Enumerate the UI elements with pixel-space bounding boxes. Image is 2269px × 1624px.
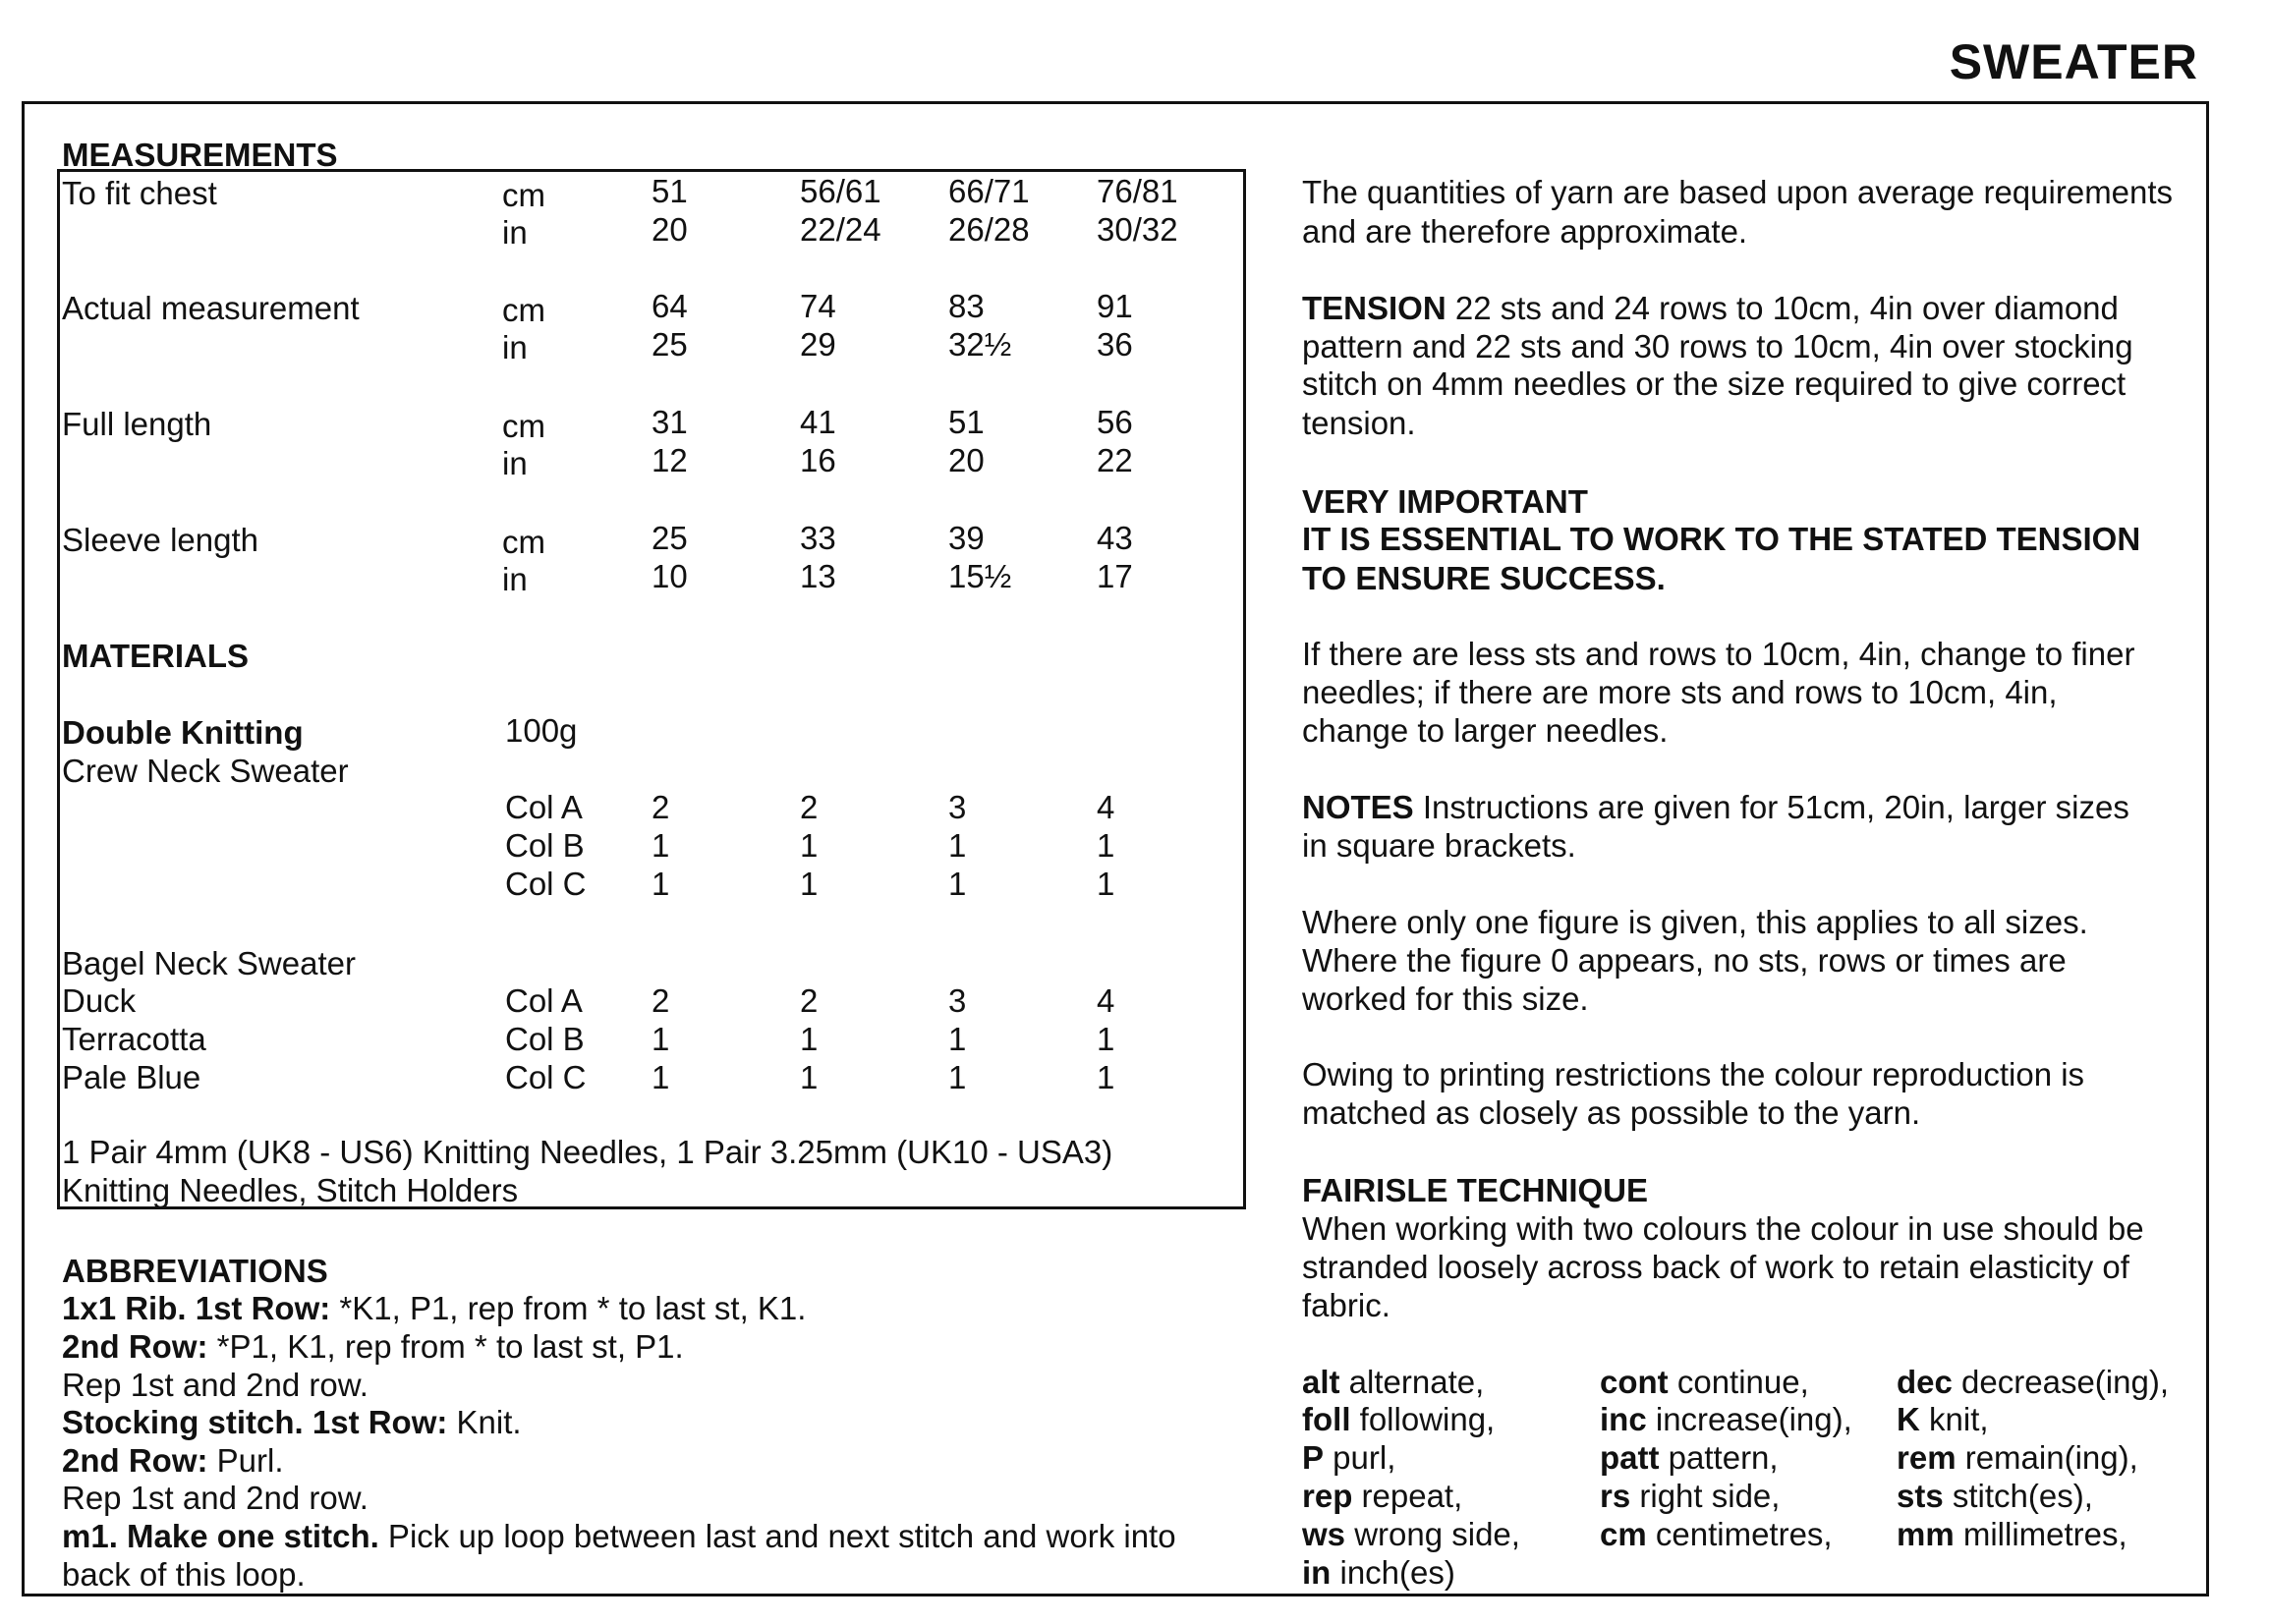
unit-in: in xyxy=(502,214,528,251)
rib-row-1: 1x1 Rib. 1st Row: *K1, P1, rep from * to last st, K1. xyxy=(62,1290,807,1326)
ball-count: 1 xyxy=(948,1059,967,1095)
ball-count: 3 xyxy=(948,982,967,1019)
glossary-entry: alt alternate, xyxy=(1302,1364,1485,1400)
measurement-value-cm: 83 xyxy=(948,288,985,324)
measurement-value-in: 13 xyxy=(800,558,836,594)
colour-code: Col C xyxy=(505,866,587,902)
ball-count: 2 xyxy=(800,789,819,825)
tension-line-2: pattern and 22 sts and 30 rows to 10cm, 4in over stocking xyxy=(1302,328,2133,364)
colour-code: Col C xyxy=(505,1059,587,1095)
measurement-value-in: 16 xyxy=(800,442,836,478)
measurement-value-in: 22 xyxy=(1097,442,1133,478)
glossary-entry: dec decrease(ing), xyxy=(1897,1364,2169,1400)
ball-count: 2 xyxy=(800,982,819,1019)
figures-line-1: Where only one figure is given, this applies to all sizes. xyxy=(1302,904,2088,940)
measurement-value-cm: 91 xyxy=(1097,288,1133,324)
measurement-value-cm: 51 xyxy=(948,404,985,440)
colour-code: Col A xyxy=(505,982,583,1019)
ball-count: 1 xyxy=(1097,1059,1115,1095)
measurements-heading: MEASUREMENTS xyxy=(62,137,338,173)
very-important-line-1: IT IS ESSENTIAL TO WORK TO THE STATED TENSION xyxy=(1302,521,2141,557)
m1-definition-cont: back of this loop. xyxy=(62,1556,306,1593)
unit-in: in xyxy=(502,561,528,597)
ball-count: 1 xyxy=(652,866,670,902)
ball-count: 1 xyxy=(800,866,819,902)
glossary-entry: mm millimetres, xyxy=(1897,1516,2127,1552)
unit-in: in xyxy=(502,445,528,481)
ball-count: 1 xyxy=(800,827,819,864)
measurement-value-cm: 43 xyxy=(1097,520,1133,556)
glossary-entry: sts stitch(es), xyxy=(1897,1478,2093,1514)
ball-count: 1 xyxy=(948,1021,967,1057)
rib-row-2: 2nd Row: *P1, K1, rep from * to last st, P1. xyxy=(62,1328,684,1365)
ball-count: 3 xyxy=(948,789,967,825)
tension-line-3: stitch on 4mm needles or the size required to give correct xyxy=(1302,365,2127,402)
fairisle-line-2: stranded loosely across back of work to retain elasticity of xyxy=(1302,1249,2129,1285)
materials-heading: MATERIALS xyxy=(62,638,250,674)
measurement-value-in: 29 xyxy=(800,326,836,363)
measurement-value-cm: 56 xyxy=(1097,404,1133,440)
ball-count: 1 xyxy=(652,1059,670,1095)
yarn-type: Double Knitting xyxy=(62,714,304,751)
fairisle-line-1: When working with two colours the colour in use should be xyxy=(1302,1210,2144,1247)
measurement-value-cm: 64 xyxy=(652,288,688,324)
page-title: SWEATER xyxy=(1949,34,2198,89)
measurement-value-in: 20 xyxy=(652,211,688,248)
ball-count: 4 xyxy=(1097,982,1115,1019)
glossary-entry: rem remain(ing), xyxy=(1897,1439,2138,1476)
crew-neck-title: Crew Neck Sweater xyxy=(62,753,349,789)
measurement-value-in: 17 xyxy=(1097,558,1133,594)
tension-line-1: TENSION 22 sts and 24 rows to 10cm, 4in over diamond xyxy=(1302,290,2119,326)
measurement-value-cm: 33 xyxy=(800,520,836,556)
glossary-entry: K knit, xyxy=(1897,1401,1989,1437)
measurement-value-cm: 41 xyxy=(800,404,836,440)
colour-note-1: Owing to printing restrictions the colour reproduction is xyxy=(1302,1056,2085,1092)
measurement-value-in: 20 xyxy=(948,442,985,478)
glossary-entry: foll following, xyxy=(1302,1401,1496,1437)
ball-count: 1 xyxy=(800,1059,819,1095)
fairisle-heading: FAIRISLE TECHNIQUE xyxy=(1302,1172,1649,1208)
unit-cm: cm xyxy=(502,292,545,328)
unit-cm: cm xyxy=(502,408,545,444)
measurement-label: To fit chest xyxy=(62,175,217,211)
unit-cm: cm xyxy=(502,177,545,213)
tension-advice-3: change to larger needles. xyxy=(1302,712,1669,749)
notes-line-1: NOTES Instructions are given for 51cm, 20in, larger sizes xyxy=(1302,789,2129,825)
measurement-value-cm: 74 xyxy=(800,288,836,324)
very-important-heading: VERY IMPORTANT xyxy=(1302,483,1588,520)
measurement-value-in: 25 xyxy=(652,326,688,363)
glossary-entry: cont continue, xyxy=(1600,1364,1809,1400)
colour-code: Col B xyxy=(505,827,585,864)
notes-line-2: in square brackets. xyxy=(1302,827,1576,864)
colour-name: Pale Blue xyxy=(62,1059,201,1095)
ball-count: 1 xyxy=(948,827,967,864)
ball-count: 1 xyxy=(800,1021,819,1057)
figures-line-3: worked for this size. xyxy=(1302,980,1589,1017)
measurement-value-cm: 56/61 xyxy=(800,173,881,209)
ball-count: 1 xyxy=(948,866,967,902)
very-important-line-2: TO ENSURE SUCCESS. xyxy=(1302,560,1666,596)
abbreviations-heading: ABBREVIATIONS xyxy=(62,1253,328,1289)
measurement-value-cm: 39 xyxy=(948,520,985,556)
measurement-label: Full length xyxy=(62,406,212,442)
glossary-entry: cm centimetres, xyxy=(1600,1516,1833,1552)
stocking-row-1: Stocking stitch. 1st Row: Knit. xyxy=(62,1404,522,1440)
rib-repeat: Rep 1st and 2nd row. xyxy=(62,1367,369,1403)
measurement-value-in: 26/28 xyxy=(948,211,1030,248)
fairisle-line-3: fabric. xyxy=(1302,1287,1390,1323)
yarn-weight: 100g xyxy=(505,712,578,749)
colour-code: Col A xyxy=(505,789,583,825)
measurement-value-in: 22/24 xyxy=(800,211,881,248)
colour-note-2: matched as closely as possible to the yarn. xyxy=(1302,1094,1921,1131)
ball-count: 1 xyxy=(1097,1021,1115,1057)
measurement-value-in: 12 xyxy=(652,442,688,478)
measurement-value-cm: 25 xyxy=(652,520,688,556)
ball-count: 1 xyxy=(1097,827,1115,864)
ball-count: 2 xyxy=(652,789,670,825)
measurement-value-in: 30/32 xyxy=(1097,211,1178,248)
unit-in: in xyxy=(502,329,528,365)
unit-cm: cm xyxy=(502,524,545,560)
m1-definition: m1. Make one stitch. Pick up loop between last and next stitch and work into xyxy=(62,1518,1176,1554)
figures-line-2: Where the figure 0 appears, no sts, rows or times are xyxy=(1302,942,2067,979)
ball-count: 1 xyxy=(652,1021,670,1057)
bagel-neck-title: Bagel Neck Sweater xyxy=(62,945,356,981)
glossary-entry: rep repeat, xyxy=(1302,1478,1463,1514)
ball-count: 2 xyxy=(652,982,670,1019)
tension-line-4: tension. xyxy=(1302,405,1416,441)
measurement-value-cm: 66/71 xyxy=(948,173,1030,209)
glossary-entry: patt pattern, xyxy=(1600,1439,1779,1476)
tension-advice-2: needles; if there are more sts and rows to 10cm, 4in, xyxy=(1302,674,2058,710)
measurement-value-in: 32½ xyxy=(948,326,1012,363)
glossary-entry: rs right side, xyxy=(1600,1478,1781,1514)
measurement-value-cm: 51 xyxy=(652,173,688,209)
ball-count: 1 xyxy=(652,827,670,864)
needles-line-2: Knitting Needles, Stitch Holders xyxy=(62,1172,519,1208)
glossary-entry: ws wrong side, xyxy=(1302,1516,1520,1552)
measurement-value-in: 15½ xyxy=(948,558,1012,594)
measurement-value-in: 36 xyxy=(1097,326,1133,363)
ball-count: 4 xyxy=(1097,789,1115,825)
stocking-repeat: Rep 1st and 2nd row. xyxy=(62,1480,369,1516)
needles-line-1: 1 Pair 4mm (UK8 - US6) Knitting Needles, 1 Pair 3.25mm (UK10 - USA3) xyxy=(62,1134,1113,1170)
colour-name: Duck xyxy=(62,982,137,1019)
measurement-value-in: 10 xyxy=(652,558,688,594)
measurement-value-cm: 76/81 xyxy=(1097,173,1178,209)
quantities-line-2: and are therefore approximate. xyxy=(1302,213,1748,250)
colour-code: Col B xyxy=(505,1021,585,1057)
stocking-row-2: 2nd Row: Purl. xyxy=(62,1442,284,1479)
quantities-line-1: The quantities of yarn are based upon average requirements xyxy=(1302,174,2174,210)
ball-count: 1 xyxy=(1097,866,1115,902)
measurement-label: Sleeve length xyxy=(62,522,258,558)
glossary-entry: inc increase(ing), xyxy=(1600,1401,1852,1437)
measurement-value-cm: 31 xyxy=(652,404,688,440)
glossary-entry: P purl, xyxy=(1302,1439,1396,1476)
colour-name: Terracotta xyxy=(62,1021,206,1057)
tension-advice-1: If there are less sts and rows to 10cm, 4in, change to finer xyxy=(1302,636,2135,672)
measurement-label: Actual measurement xyxy=(62,290,360,326)
glossary-entry: in inch(es) xyxy=(1302,1554,1455,1591)
